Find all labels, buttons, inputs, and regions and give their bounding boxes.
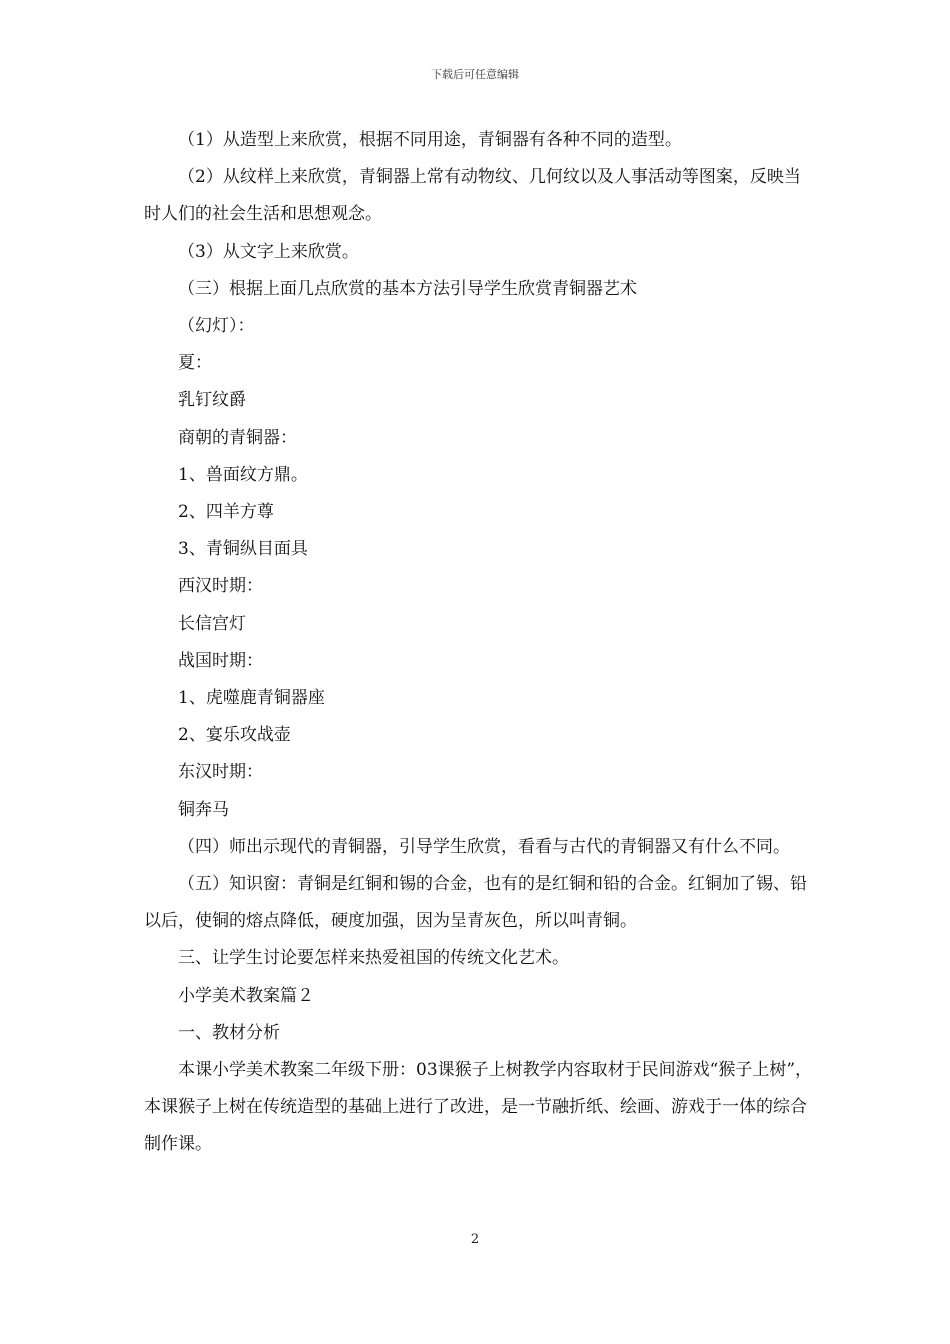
paragraph: 长信宫灯 (178, 613, 246, 634)
paragraph: 3、青铜纵目面具 (178, 539, 308, 560)
paragraph: 铜奔马 (178, 799, 229, 820)
document-body (144, 122, 814, 1164)
page-number: 2 (470, 1232, 480, 1247)
paragraph: （幻灯）： (178, 316, 255, 337)
paragraph: 东汉时期： (178, 762, 263, 783)
paragraph: 一、教材分析 (178, 1022, 280, 1043)
paragraph: 乳钉纹爵 (178, 390, 246, 411)
paragraph: 战国时期： (178, 650, 263, 671)
paragraph: （1）从造型上来欣赏，根据不同用途，青铜器有各种不同的造型。 (178, 130, 682, 150)
paragraph: 1、虎噬鹿青铜器座 (178, 688, 325, 709)
paragraph: 2、宴乐攻战壶 (178, 725, 291, 746)
paragraph: 商朝的青铜器： (178, 427, 297, 448)
paragraph: 西汉时期： (178, 576, 263, 597)
paragraph: （3）从文字上来欣赏。 (178, 241, 359, 262)
paragraph: （四）师出示现代的青铜器，引导学生欣赏，看看与古代的青铜器又有什么不同。 (178, 836, 790, 857)
paragraph: 夏： (178, 353, 212, 374)
paragraph: 本课小学美术教案二年级下册：03课猴子上树教学内容取材于民间游戏“猴子上树”，本课猴子上树在传统造型的基础上进行了改进，是一节融折纸、绘画、游戏于一体的综合制作课。 (144, 1060, 813, 1155)
paragraph: 2、四羊方尊 (178, 502, 274, 523)
paragraph: （2）从纹样上来欣赏，青铜器上常有动物纹、几何纹以及人事活动等图案，反映当时人们的社会生活和思想观念。 (144, 167, 801, 225)
paragraph: 小学美术教案篇２ (178, 985, 314, 1006)
paragraph: 三、让学生讨论要怎样来热爱祖国的传统文化艺术。 (178, 948, 569, 969)
paragraph: （三）根据上面几点欣赏的基本方法引导学生欣赏青铜器艺术 (178, 278, 637, 299)
paragraph: 1、兽面纹方鼎。 (178, 464, 308, 485)
paragraph: （五）知识窗：青铜是红铜和锡的合金，也有的是红铜和铅的合金。红铜加了锡、铅以后，使铜的熔点降低，硬度加强，因为呈青灰色，所以叫青铜。 (144, 874, 807, 932)
page-header: 下载后可任意编辑 (431, 68, 519, 81)
